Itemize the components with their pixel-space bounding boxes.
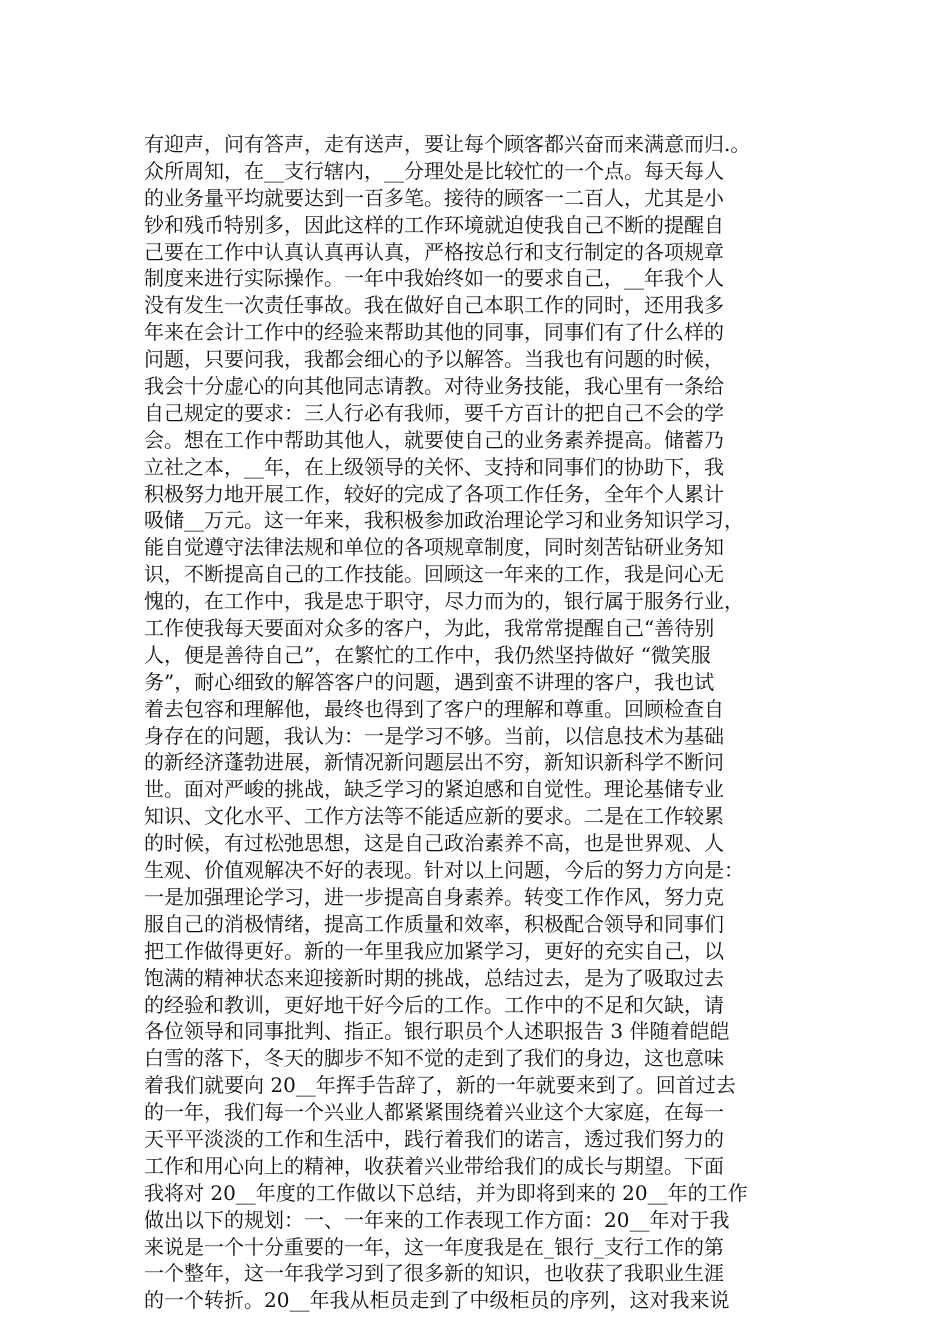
text-line: 我将对 20__年度的工作做以下总结，并为即将到来的 20__年的工作 bbox=[144, 1180, 748, 1205]
text-line: 自己规定的要求：三人行必有我师，要千方百计的把自己不会的学 bbox=[144, 400, 724, 425]
text-line: 饱满的精神状态来迎接新时期的挑战，总结过去，是为了吸取过去 bbox=[144, 965, 724, 990]
text-line: 生观、价值观解决不好的表现。针对以上问题，今后的努力方向是： bbox=[144, 858, 744, 883]
text-line: 愧的，在工作中，我是忠于职守，尽力而为的，银行属于服务行业， bbox=[144, 589, 744, 614]
text-line: 己要在工作中认真认真再认真，严格按总行和支行制定的各项规章 bbox=[144, 239, 724, 264]
text-line: 着去包容和理解他，最终也得到了客户的理解和尊重。回顾检查自 bbox=[144, 696, 724, 721]
text-line: 有迎声，问有答声，走有送声，要让每个顾客都兴奋而来满意而归.。 bbox=[144, 132, 751, 156]
text-line: 的经验和教训，更好地干好今后的工作。工作中的不足和欠缺，请 bbox=[144, 992, 724, 1017]
text-line: 把工作做得更好。新的一年里我应加紧学习，更好的充实自己，以 bbox=[144, 938, 724, 963]
text-line: 众所周知，在__支行辖内，__分理处是比较忙的一个点。每天每人 bbox=[144, 158, 724, 183]
text-line: 天平平淡淡的工作和生活中，践行着我们的诺言，透过我们努力的 bbox=[144, 1126, 724, 1151]
text-line: 来说是一个十分重要的一年，这一年度我是在_银行_支行工作的第 bbox=[144, 1234, 724, 1259]
text-line: 世。面对严峻的挑战，缺乏学习的紧迫感和自觉性。理论基储专业 bbox=[144, 777, 724, 802]
text-line: 身存在的问题，我认为：一是学习不够。当前，以信息技术为基础 bbox=[144, 723, 724, 748]
text-line: 积极努力地开展工作，较好的完成了各项工作任务，全年个人累计 bbox=[144, 481, 724, 506]
text-line: 能自觉遵守法律法规和单位的各项规章制度，同时刻苦钻研业务知 bbox=[144, 535, 724, 560]
text-line: 工作和用心向上的精神，收获着兴业带给我们的成长与期望。下面 bbox=[144, 1153, 724, 1178]
text-line: 吸储__万元。这一年来，我积极参加政治理论学习和业务知识学习， bbox=[144, 508, 744, 533]
text-line: 人，便是善待自己”，在繁忙的工作中，我仍然坚持做好 “微笑服 bbox=[144, 642, 711, 667]
text-line: 没有发生一次责任事故。我在做好自己本职工作的同时，还用我多 bbox=[144, 293, 724, 318]
text-line: 制度来进行实际操作。一年中我始终如一的要求自己，__年我个人 bbox=[144, 266, 724, 291]
text-line: 知识、文化水平、工作方法等不能适应新的要求。二是在工作较累 bbox=[144, 804, 724, 829]
text-line: 工作使我每天要面对众多的客户，为此，我常常提醒自己“善待别 bbox=[144, 616, 715, 641]
text-line: 的新经济蓬勃进展，新情况新问题层出不穷，新知识新科学不断问 bbox=[144, 750, 724, 775]
text-line: 识，不断提高自己的工作技能。回顾这一年来的工作，我是问心无 bbox=[144, 562, 724, 587]
text-line: 服自己的消极情绪，提高工作质量和效率，积极配合领导和同事们 bbox=[144, 911, 724, 936]
text-line: 一是加强理论学习，进一步提高自身素养。转变工作作风，努力克 bbox=[144, 884, 724, 909]
text-line: 问题，只要问我，我都会细心的予以解答。当我也有问题的时候， bbox=[144, 347, 724, 372]
text-line: 白雪的落下，冬天的脚步不知不觉的走到了我们的身边，这也意味 bbox=[144, 1046, 724, 1071]
text-line: 我会十分虚心的向其他同志请教。对待业务技能，我心里有一条给 bbox=[144, 374, 724, 399]
text-line: 的业务量平均就要达到一百多笔。接待的顾客一二百人，尤其是小 bbox=[144, 185, 724, 210]
text-line: 钞和残币特别多，因此这样的工作环境就迫使我自己不断的提醒自 bbox=[144, 212, 724, 237]
text-line: 会。想在工作中帮助其他人，就要使自己的业务素养提高。储蓄乃 bbox=[144, 427, 724, 452]
text-line: 务”，耐心细致的解答客户的问题，遇到蛮不讲理的客户，我也试 bbox=[144, 669, 715, 694]
text-line: 的一年，我们每一个兴业人都紧紧围绕着兴业这个大家庭，在每一 bbox=[144, 1100, 724, 1125]
text-line: 一个整年，这一年我学习到了很多新的知识，也收获了我职业生涯 bbox=[144, 1261, 724, 1286]
body-paragraph bbox=[144, 131, 809, 1314]
text-line: 着我们就要向 20__年挥手告辞了，新的一年就要来到了。回首过去 bbox=[144, 1073, 736, 1098]
text-line: 各位领导和同事批判、指正。银行职员个人述职报告 3 伴随着皑皑 bbox=[144, 1019, 730, 1044]
text-line: 立社之本，__年，在上级领导的关怀、支持和同事们的协助下，我 bbox=[144, 454, 724, 479]
text-line: 的一个转折。20__年我从柜员走到了中级柜员的序列，这对我来说 bbox=[144, 1288, 730, 1313]
text-line: 做出以下的规划：一、一年来的工作表现工作方面：20__年对于我 bbox=[144, 1207, 730, 1232]
text-line: 的时候，有过松弛思想，这是自己政治素养不高，也是世界观、人 bbox=[144, 831, 724, 856]
text-line: 年来在会计工作中的经验来帮助其他的同事，同事们有了什么样的 bbox=[144, 320, 724, 345]
